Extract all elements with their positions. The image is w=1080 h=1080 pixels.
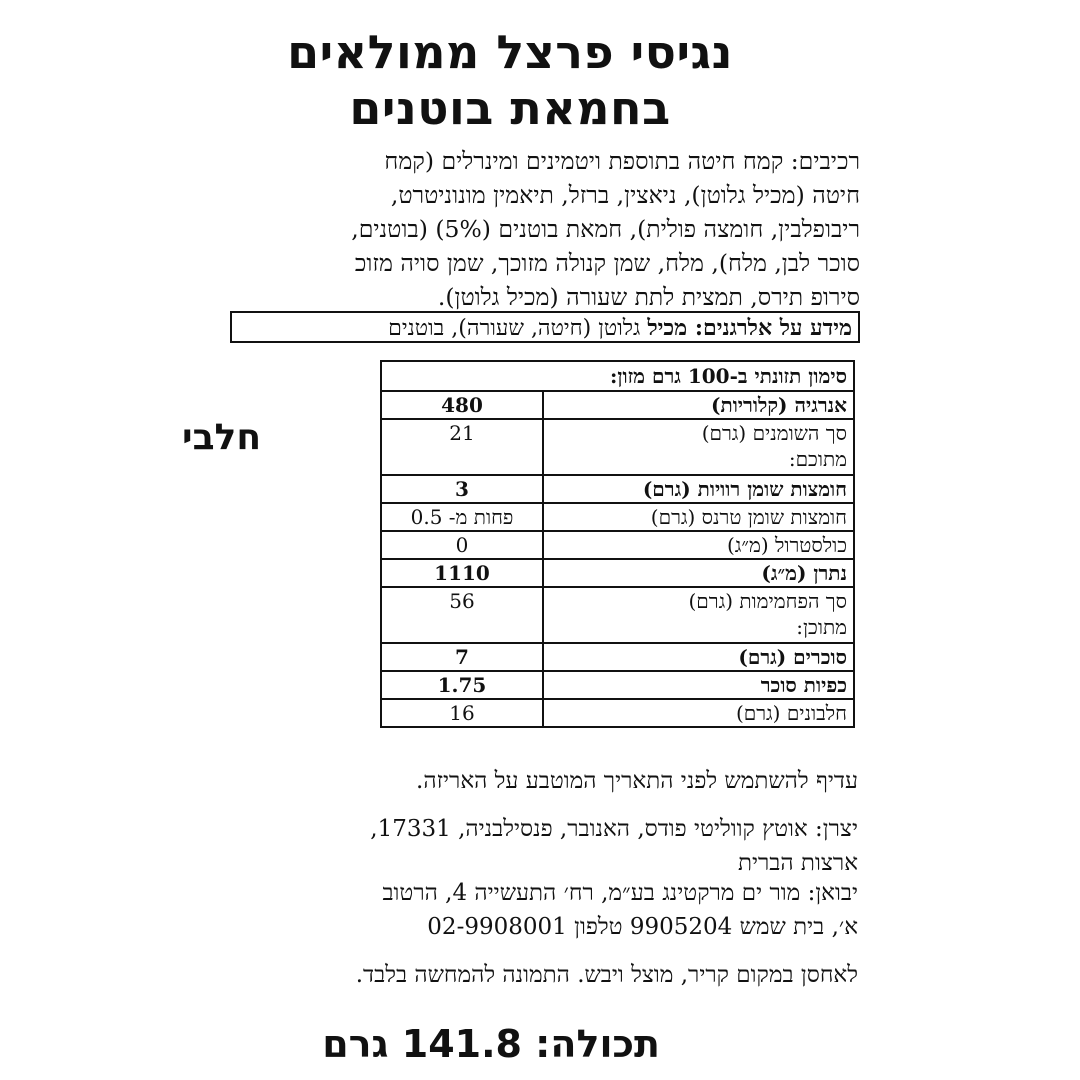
nutrient-value: 1.75 (381, 671, 543, 699)
nutrient-value: 7 (381, 643, 543, 671)
nutrient-label: נתרן (מ״ג) (543, 559, 854, 587)
best-before-note: עדיף להשתמש לפני התאריך המוטבע על האריזה. (416, 768, 858, 794)
ingredients-line: רכיבים: קמח חיטה בתוספת ויטמינים ומינרלים (קמח (384, 147, 860, 175)
allergen-label: מידע על אלרגנים: מכיל (647, 315, 852, 341)
importer-line: יבואן: מור ים מרקטינג בע״מ, רח׳ התעשייה 4, הרטוב (382, 880, 858, 906)
dairy-label: חלבי (182, 417, 262, 458)
nutrient-label-cell (543, 587, 854, 643)
table-row (381, 475, 854, 503)
nutrient-value: פחות מ- 0.5 (381, 503, 543, 531)
table-row (381, 643, 854, 671)
nutrient-value: 16 (381, 699, 543, 727)
nutrition-header-row (381, 361, 854, 391)
nutrient-label: סך השומנים (גרם) (701, 421, 847, 445)
table-row (381, 559, 854, 587)
nutrient-label: חומצות שומן טרנס (גרם) (543, 503, 854, 531)
table-row (381, 699, 854, 727)
product-title-line-2: בחמאת בוטנים (349, 81, 671, 135)
nutrient-label: סוכרים (גרם) (543, 643, 854, 671)
nutrient-value: 480 (381, 391, 543, 419)
ingredients-line: סירופ תירס, תמצית לתת שעורה (מכיל גלוטן). (437, 283, 860, 311)
ingredients-line: סוכר לבן, מלח), מלח, שמן קנולה מזוכך, שמן סויה מזוכ (354, 249, 860, 277)
nutrient-label: כולסטרול (מ״ג) (543, 531, 854, 559)
nutrient-value: 0 (381, 531, 543, 559)
nutrient-value: 56 (381, 587, 543, 643)
table-row (381, 671, 854, 699)
net-content: תכולה: 141.8 גרם (322, 1022, 660, 1066)
nutrient-label: כפיות סוכר (543, 671, 854, 699)
nutrient-label: אנרגיה (קלוריות) (543, 391, 854, 419)
manufacturer-line: ארצות הברית (737, 850, 858, 876)
nutrient-label: חלבונים (גרם) (543, 699, 854, 727)
nutrient-label: סך הפחמימות (גרם) (688, 589, 847, 613)
ingredients-line: חיטה (מכיל גלוטן), ניאצין, ברזל, תיאמין מונוניטרט, (390, 181, 860, 209)
allergen-text: גלוטן (חיטה, שעורה), בוטנים (388, 316, 641, 341)
storage-note: לאחסן במקום קריר, מוצל ויבש. התמונה להמחשה בלבד. (355, 962, 858, 988)
nutrient-label: חומצות שומן רוויות (גרם) (543, 475, 854, 503)
table-row (381, 419, 854, 475)
allergen-box (230, 311, 860, 343)
nutrient-value: 21 (381, 419, 543, 475)
importer-info (178, 876, 858, 944)
nutrition-header: סימון תזונתי ב-100 גרם מזון: (381, 361, 854, 391)
nutrient-value: 3 (381, 475, 543, 503)
table-row (381, 503, 854, 531)
table-row (381, 391, 854, 419)
nutrient-sub-label: מתוכן: (796, 615, 847, 639)
importer-line: א׳, בית שמש 9905204 טלפון 02-9908001 (427, 914, 858, 940)
nutrient-sub-label: מתוכם: (788, 447, 847, 471)
product-title-line-1: נגיסי פרצל ממולאים (287, 25, 733, 79)
nutrient-label-cell (543, 419, 854, 475)
nutrition-table (380, 360, 855, 728)
table-row (381, 587, 854, 643)
manufacturer-info (178, 812, 858, 880)
table-row (381, 531, 854, 559)
ingredients-line: ריבופלבין, חומצה פולית), חמאת בוטנים (5%) (בוטנים, (351, 215, 860, 243)
ingredients-block (200, 144, 860, 314)
nutrient-value: 1110 (381, 559, 543, 587)
manufacturer-line: יצרן: אוטץ קווליטי פודס, האנובר, פנסילבניה, 17331, (370, 816, 858, 842)
